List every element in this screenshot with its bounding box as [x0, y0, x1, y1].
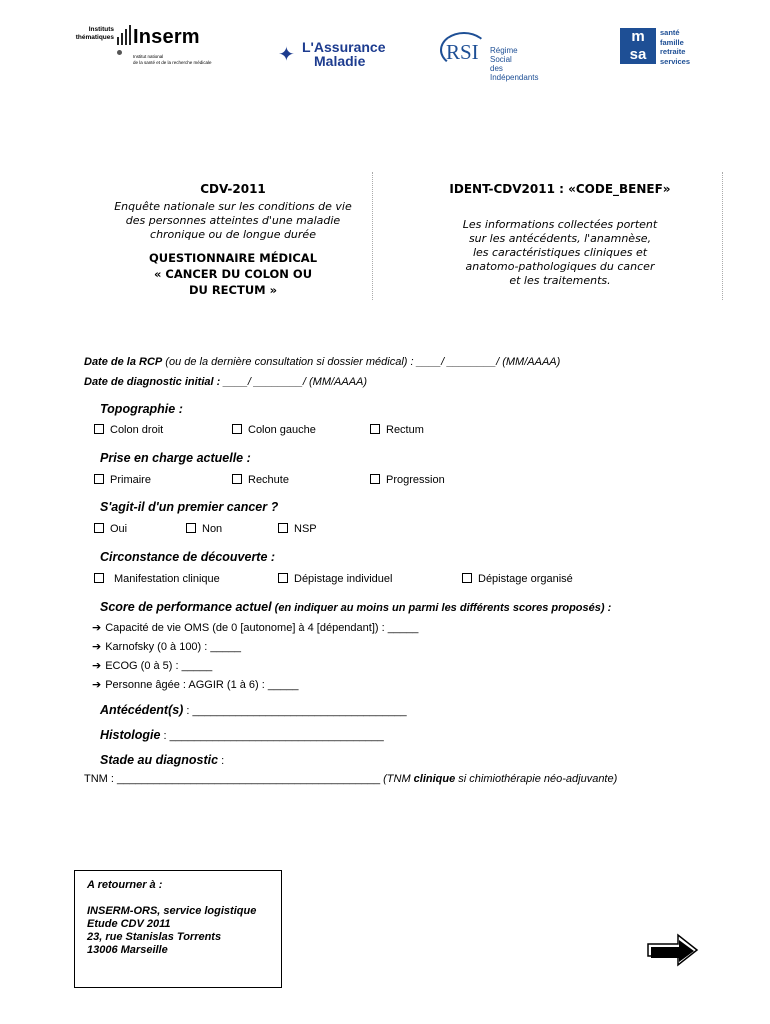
checkbox-label: Dépistage organisé [478, 573, 573, 585]
score-note: (en indiquer au moins un parmi les différents scores proposés) : [271, 602, 612, 614]
return-line: 13006 Marseille [87, 944, 168, 956]
checkbox-square-icon[interactable] [232, 424, 242, 434]
checkbox-square-icon[interactable] [232, 474, 242, 484]
msa-box [620, 28, 656, 64]
arrow-right-icon: ➔ [92, 640, 102, 653]
checkbox-label: Oui [110, 523, 128, 535]
tnm-note-open: (TNM [383, 773, 414, 785]
checkbox-label: Colon gauche [248, 424, 316, 436]
checkbox-square-icon[interactable] [186, 523, 196, 533]
checkbox-label: Dépistage individuel [294, 573, 393, 585]
checkbox-progression[interactable] [370, 474, 445, 486]
diagnostic-date-field[interactable]: ____/ ________/ (MM/AAAA) [220, 376, 368, 388]
checkbox-label: Primaire [110, 474, 151, 486]
checkbox-square-icon[interactable] [278, 573, 288, 583]
survey-code: CDV-2011 [200, 182, 266, 196]
checkbox-square-icon[interactable] [370, 424, 380, 434]
checkbox-manifestation-clinique[interactable] [94, 573, 220, 585]
inserm-name: Inserm [133, 26, 200, 48]
score-title-line [100, 600, 611, 614]
checkbox-square-icon[interactable] [370, 474, 380, 484]
msa-logo [620, 28, 700, 68]
checkbox-square-icon[interactable] [94, 474, 104, 484]
ident-code: IDENT-CDV2011 : «CODE_BENEF» [449, 182, 671, 196]
premier-cancer-title: S'agit-il d'un premier cancer ? [100, 500, 279, 514]
inserm-dot-icon [117, 50, 122, 55]
msa-top: m [631, 28, 645, 45]
prise-en-charge-title: Prise en charge actuelle : [100, 451, 251, 465]
score-item-label[interactable]: Personne âgée : AGGIR (1 à 6) : _____ [105, 679, 299, 691]
checkbox-square-icon[interactable] [462, 573, 472, 583]
checkbox-square-icon[interactable] [94, 523, 104, 533]
msa-bottom: sa [629, 46, 647, 63]
checkbox-label: Rechute [248, 474, 289, 486]
checkbox-label: Progression [386, 474, 445, 486]
return-title: A retourner à : [87, 879, 163, 891]
antecedents-label: Antécédent(s) [100, 703, 184, 717]
checkbox-square-icon[interactable] [94, 424, 104, 434]
checkbox-depistage-organise[interactable] [462, 573, 573, 585]
score-aggir-field[interactable] [92, 678, 298, 691]
arrow-right-icon: ➔ [92, 678, 102, 691]
inserm-logo [74, 22, 214, 72]
return-line: 23, rue Stanislas Torrents [87, 931, 222, 943]
score-item-label[interactable]: Karnofsky (0 à 100) : _____ [105, 641, 241, 653]
rsi-name: RSI [446, 40, 479, 64]
diagnostic-date-line[interactable] [84, 376, 367, 388]
checkbox-label: Manifestation clinique [114, 573, 220, 585]
score-karnofsky-field[interactable] [92, 640, 241, 653]
histologie-field[interactable]: : ___________________________________ [160, 730, 384, 742]
header-divider-right [722, 172, 723, 300]
antecedents-field[interactable]: : ___________________________________ [183, 705, 407, 717]
diagnostic-date-label: Date de diagnostic initial : [84, 376, 221, 388]
arrow-right-icon: ➔ [92, 621, 102, 634]
tnm-field[interactable]: ___________________________________________ [117, 773, 384, 785]
checkbox-non[interactable] [186, 523, 222, 535]
inserm-institutes-text: Instituts thématiques [75, 26, 114, 41]
rcp-date-field[interactable]: (ou de la dernière consultation si dossier médical) : ____/ ________/ (MM/AAAA) [162, 356, 561, 368]
topographie-title: Topographie : [100, 402, 183, 416]
checkbox-primaire[interactable] [94, 474, 151, 486]
return-line: INSERM-ORS, service logistique [87, 905, 257, 917]
info-text: Les informations collectées portent sur les antécédents, l'anamnèse, les caractéristiques cliniques et anatomo-pathologiques du cancer et les traitements. [462, 218, 658, 287]
checkbox-oui[interactable] [94, 523, 127, 535]
score-item-label[interactable]: Capacité de vie OMS (de 0 [autonome] à 4 [dépendant]) : _____ [105, 622, 419, 634]
return-address-box [74, 870, 282, 988]
next-page-arrow-icon [646, 932, 700, 968]
checkbox-square-icon[interactable] [94, 573, 104, 583]
histologie-line[interactable] [100, 728, 384, 742]
rsi-logo [440, 28, 540, 82]
assurance-maladie-figure-icon: ✦ [278, 44, 295, 66]
histologie-label: Histologie [100, 728, 161, 742]
checkbox-label: Rectum [386, 424, 424, 436]
checkbox-square-icon[interactable] [278, 523, 288, 533]
msa-words: santé famille retraite services [660, 28, 691, 66]
assurance-maladie-logo [268, 18, 386, 76]
stade-label: Stade au diagnostic [100, 753, 219, 767]
arrow-right-icon: ➔ [92, 659, 102, 672]
circonstance-title: Circonstance de découverte : [100, 550, 276, 564]
rcp-date-line[interactable] [84, 356, 560, 368]
survey-description: Enquête nationale sur les conditions de vie des personnes atteintes d'une maladie chronique ou de longue durée [114, 200, 352, 241]
checkbox-depistage-individuel[interactable] [278, 573, 392, 585]
stade-colon: : [218, 755, 225, 767]
tnm-note-bold: clinique [413, 773, 456, 785]
checkbox-rectum[interactable] [370, 424, 424, 436]
tnm-line[interactable] [84, 773, 617, 785]
rcp-date-label: Date de la RCP [84, 356, 163, 368]
tnm-prefix: TNM : [84, 773, 117, 785]
assurance-maladie-line2: Maladie [314, 53, 366, 69]
questionnaire-title: QUESTIONNAIRE MÉDICAL « CANCER DU COLON OU DU RECTUM » [148, 251, 318, 297]
stade-line [100, 753, 224, 767]
checkbox-colon-gauche[interactable] [232, 424, 316, 436]
score-item-label[interactable]: ECOG (0 à 5) : _____ [105, 660, 213, 672]
checkbox-label: Non [202, 523, 223, 535]
tnm-note-close: si chimiothérapie néo-adjuvante) [455, 773, 618, 785]
assurance-maladie-line1: L'Assurance [302, 39, 386, 55]
checkbox-rechute[interactable] [232, 474, 289, 486]
rsi-subtitle: Régime Social des Indépendants [490, 46, 539, 82]
checkbox-label: NSP [294, 523, 317, 535]
score-title: Score de performance actuel [100, 600, 272, 614]
inserm-subtitle: Institut national de la santé et de la recherche médicale [133, 54, 212, 65]
checkbox-colon-droit[interactable] [94, 424, 163, 436]
score-ecog-field[interactable] [92, 659, 212, 672]
score-oms-field[interactable] [92, 621, 418, 634]
return-line: Etude CDV 2011 [87, 918, 171, 930]
antecedents-line[interactable] [100, 703, 407, 717]
checkbox-nsp[interactable] [278, 523, 317, 535]
checkbox-label: Colon droit [110, 424, 164, 436]
